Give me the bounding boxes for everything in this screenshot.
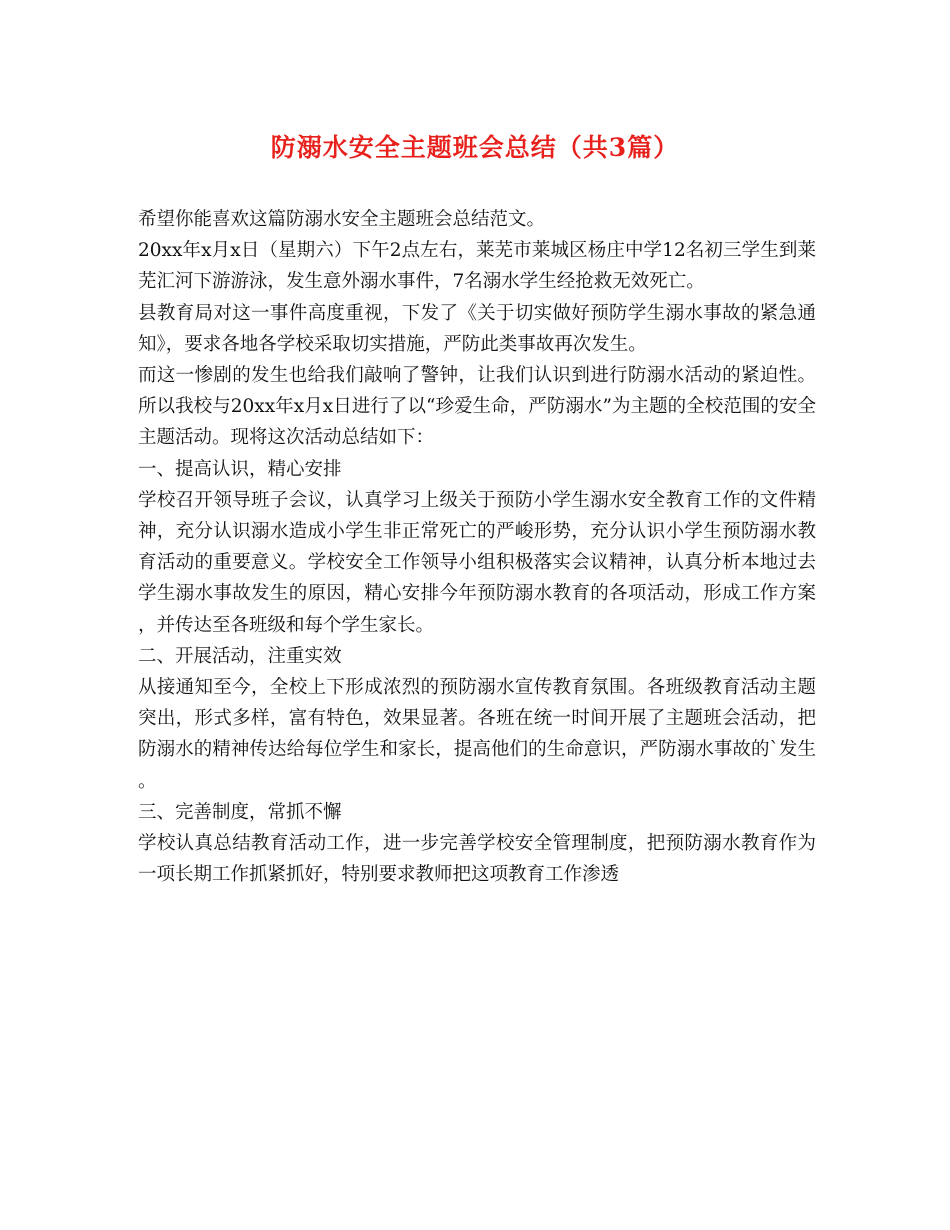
document-title: 防溺水安全主题班会总结（共3篇） bbox=[270, 133, 680, 162]
paragraph-section-1: 学校召开领导班子会议，认真学习上级关于预防小学生溺水安全教育工作的文件精神，充分认识溺水造成小学生非正常死亡的严峻形势，充分认识小学生预防溺水教育活动的重要意义。学校安全工作领导小组积极落实会议精神，认真分析本地过去学生溺水事故发生的原因，精心安排今年预防溺水教育的各项活动，形成工作方案，并传达至各班级和每个学生家长。 bbox=[138, 489, 816, 636]
paragraph-section-2: 从接通知至今，全校上下形成浓烈的预防溺水宣传教育氛围。各班级教育活动主题突出，形式多样，富有特色，效果显著。各班在统一时间开展了主题班会活动，把防溺水的精神传达给每位学生和家长，提高他们的生命意识，严防溺水事故的`发生。 bbox=[138, 677, 816, 792]
paragraph-school-activity: 而这一惨剧的发生也给我们敲响了警钟，让我们认识到进行防溺水活动的紧迫性。所以我校与20xx年x月x日进行了以“珍爱生命，严防溺水”为主题的全校范围的安全主题活动。现将这次活动总结如下： bbox=[138, 365, 816, 449]
paragraph-bureau-notice: 县教育局对这一事件高度重视，下发了《关于切实做好预防学生溺水事故的紧急通知》，要求各地各学校采取切实措施，严防此类事故再次发生。 bbox=[138, 302, 816, 355]
document-body bbox=[138, 204, 816, 890]
paragraph-section-3: 学校认真总结教育活动工作，进一步完善学校安全管理制度，把预防溺水教育作为一项长期工作抓紧抓好，特别要求教师把这项教育工作渗透 bbox=[138, 833, 816, 886]
section-heading-2: 二、开展活动，注重实效 bbox=[138, 645, 342, 667]
section-heading-1: 一、提高认识，精心安排 bbox=[138, 458, 342, 480]
paragraph-intro: 希望你能喜欢这篇防溺水安全主题班会总结范文。 bbox=[138, 209, 546, 230]
paragraph-incident: 20xx年x月x日（星期六）下午2点左右，莱芜市莱城区杨庄中学12名初三学生到莱芜汇河下游游泳，发生意外溺水事件，7名溺水学生经抢救无效死亡。 bbox=[138, 240, 816, 293]
section-heading-3: 三、完善制度，常抓不懈 bbox=[138, 801, 342, 823]
